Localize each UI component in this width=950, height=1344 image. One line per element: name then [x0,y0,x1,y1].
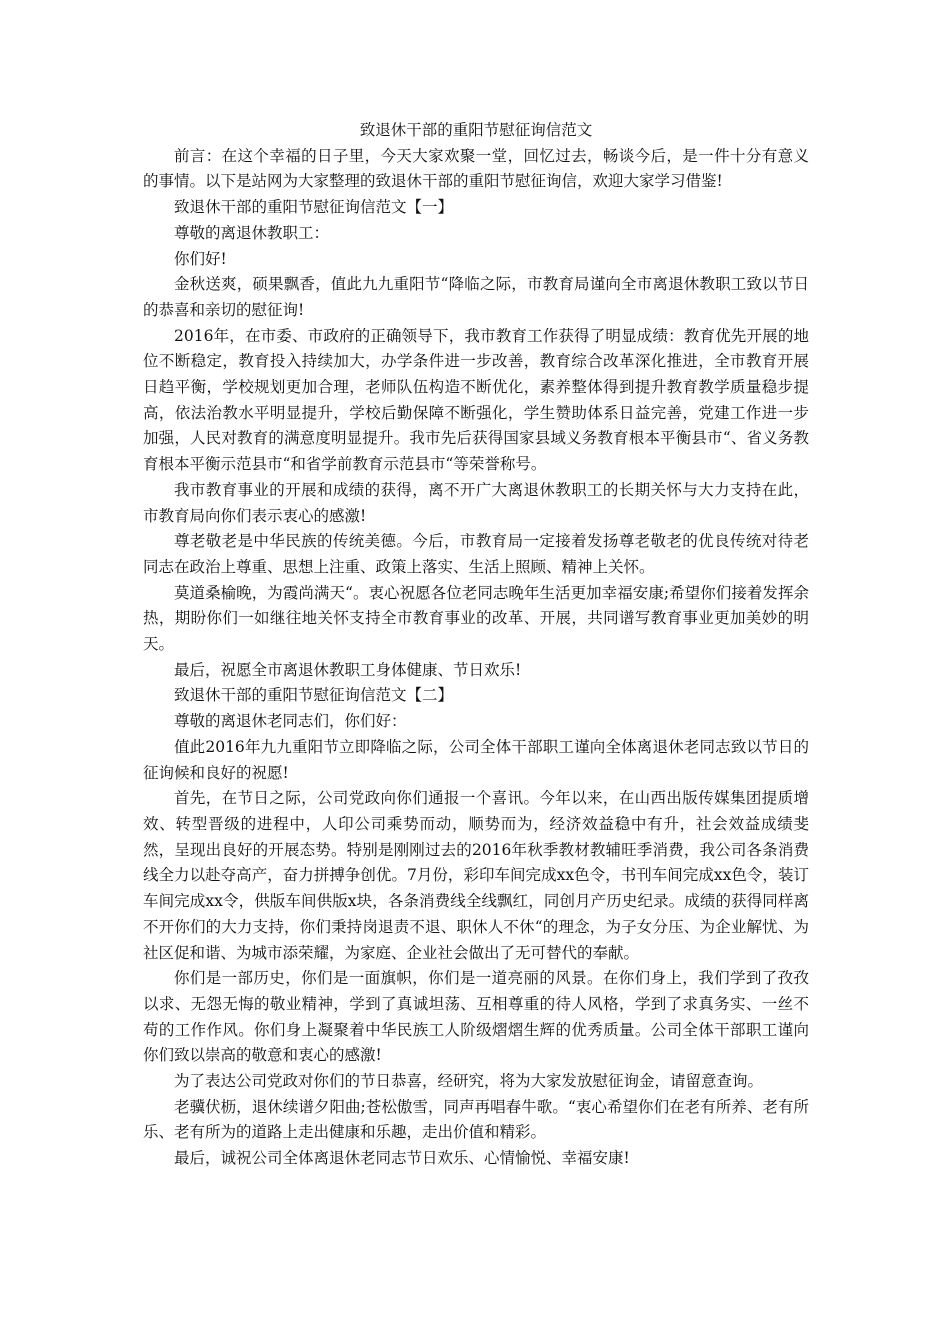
greeting-1: 你们好! [174,249,227,268]
closing-paragraph-1: 最后，祝愿全市离退休教职工身体健康、节日欢乐! [174,660,522,679]
body-paragraph: 你们是一部历史，你们是一面旗帜，你们是一道亮丽的风景。在你们身上，我们学到了孜孜以求、无怨无悔的敬业精神，学到了真诚坦荡、互相尊重的待人风格，学到了求真务实、一丝不苟的工作作风。你们身上凝聚着中华民族工人阶级熠熠生辉的优秀质量。公司全体干部职工谨向你们致以崇高的敬意和衷心的感激! [143,969,809,1065]
body-paragraph: 为了表达公司党政对你们的节日恭喜，经研究，将为大家发放慰征询金，请留意查询。 [174,1072,764,1091]
body-paragraph: 2016年，在市委、市政府的正确领导下，我市教育工作获得了明显成绩：教育优先开展的地位不断稳定，教育投入持续加大，办学条件进一步改善，教育综合改革深化推进，全市教育开展日趋平衡，学校规划更加合理，老师队伍构造不断优化，素养整体得到提升教育教学质量稳步提高，依法治教水平明显提升，学校后勤保障不断强化，学生赞助体系日益完善，党建工作进一步加强，人民对教育的满意度明显提升。我市先后获得国家县域义务教育根本平衡县市“、省义务教育根本平衡示范县市“和省学前教育示范县市“等荣誉称号。 [143,326,809,474]
body-paragraph: 值此2016年九九重阳节立即降临之际，公司全体干部职工谨向全体离退休老同志致以节日的征询候和良好的祝愿! [143,737,809,782]
section-heading-2: 致退休干部的重阳节慰征询信范文【二】 [174,686,454,705]
body-paragraph: 尊老敬老是中华民族的传统美德。今后，市教育局一定接着发扬尊老敬老的优良传统对待老同志在政治上尊重、思想上注重、政策上落实、生活上照顾、精神上关怀。 [143,532,809,576]
salutation-1: 尊敬的离退休教职工： [174,223,330,242]
section-heading-1: 致退休干部的重阳节慰征询信范文【一】 [174,198,454,217]
document-title: 致退休干部的重阳节慰征询信范文 [359,121,593,139]
body-paragraph: 我市教育事业的开展和成绩的获得，离不开广大离退休教职工的长期关怀与大力支持在此，市教育局向你们表示衷心的感激! [143,480,809,525]
salutation-2: 尊敬的离退休老同志们，你们好： [174,712,407,731]
body-paragraph: 老骥伏枥，退休续谱夕阳曲;苍松傲雪，同声再唱春牛歌。“衷心希望你们在老有所养、老有所乐、老有所为的道路上走出健康和乐趣，走出价值和精彩。 [143,1097,809,1142]
closing-paragraph-2: 最后，诚祝公司全体离退休老同志节日欢乐、心情愉悦、幸福安康! [174,1149,630,1168]
intro-paragraph: 前言：在这个幸福的日子里，今天大家欢聚一堂，回忆过去，畅谈今后，是一件十分有意义的事情。以下是站网为大家整理的致退休干部的重阳节慰征询信，欢迎大家学习借鉴! [143,146,809,191]
body-paragraph: 莫道桑榆晚，为霞尚满天“。衷心祝愿各位老同志晚年生活更加幸福安康;希望你们接着发挥余热，期盼你们一如继往地关怀支持全市教育事业的改革、开展，共同谱写教育事业更加美妙的明天。 [143,583,809,654]
document-page [143,118,809,1172]
body-paragraph: 首先，在节日之际，公司党政向你们通报一个喜讯。今年以来，在山西出版传媒集团提质增效、转型晋级的进程中，人印公司乘势而动，顺势而为，经济效益稳中有升，社会效益成绩斐然，呈现出良好的开展态势。特别是刚刚过去的2016年秋季教材教辅旺季消费，我公司各条消费线全力以赴夺高产，奋力拼搏争创优。7月份，彩印车间完成xx色令，书刊车间完成xx色令，装订车间完成xx令，供版车间供版x块，各条消费线全线飘红，同创月产历史纪录。成绩的获得同样离不开你们的大力支持，你们秉持岗退责不退、职休人不休“的理念，为子女分压、为企业解忧、为社区促和谐、为城市添荣耀，为家庭、企业社会做出了无可替代的奉献。 [143,789,809,962]
body-paragraph: 金秋送爽，硕果飘香，值此九九重阳节“降临之际，市教育局谨向全市离退休教职工致以节日的恭喜和亲切的慰征询! [143,275,809,319]
